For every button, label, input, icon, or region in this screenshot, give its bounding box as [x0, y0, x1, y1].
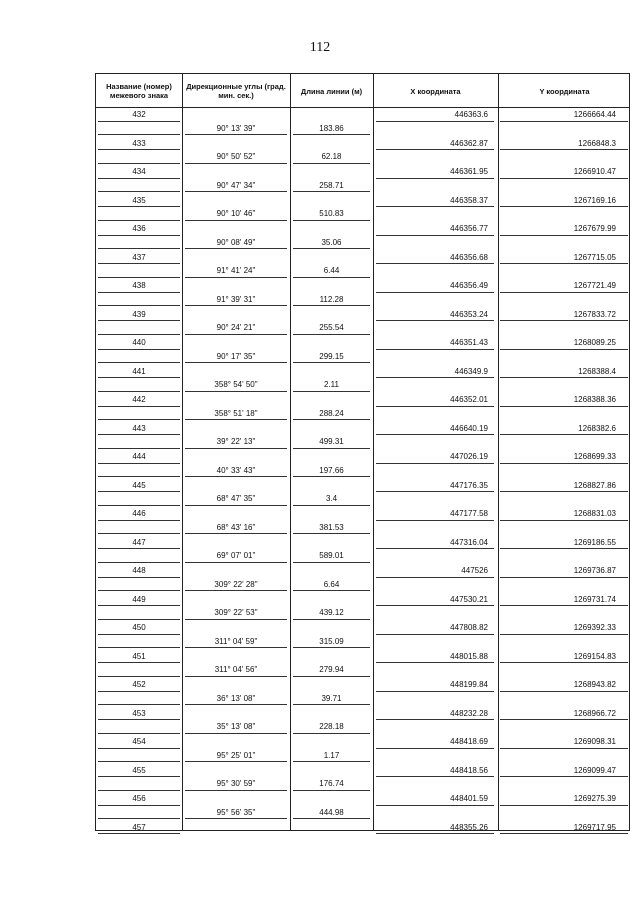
table-row [96, 108, 629, 137]
table-row [96, 137, 629, 166]
x-coordinate: 446640.19 [376, 422, 494, 436]
y-coordinate: 1267679.99 [500, 222, 628, 236]
line-length: 112.28 [293, 293, 370, 307]
coordinates-table [95, 73, 630, 831]
point-name: 451 [98, 650, 180, 664]
line-length: 6.64 [293, 578, 370, 592]
y-coordinate: 1269186.55 [500, 536, 628, 550]
y-coordinate: 1267169.16 [500, 194, 628, 208]
table-row [96, 650, 629, 679]
point-name: 449 [98, 593, 180, 607]
x-coordinate: 448199.84 [376, 678, 494, 692]
x-coordinate: 447530.21 [376, 593, 494, 607]
point-name: 456 [98, 792, 180, 806]
table-row [96, 365, 629, 394]
direction-angle: 90° 13' 39" [185, 122, 287, 136]
row-separator [98, 236, 180, 250]
y-coordinate: 1269154.83 [500, 650, 628, 664]
direction-angle: 95° 25' 01" [185, 749, 287, 763]
table-row [96, 792, 629, 821]
table-row [96, 336, 629, 365]
page-number: 112 [309, 40, 331, 55]
row-separator [98, 407, 180, 421]
y-coordinate: 1267715.05 [500, 251, 628, 265]
direction-angle: 309° 22' 53" [185, 606, 287, 620]
direction-angle: 311° 04' 59" [185, 635, 287, 649]
table-row [96, 593, 629, 622]
y-coordinate: 1268966.72 [500, 707, 628, 721]
table-row [96, 165, 629, 194]
line-length: 228.18 [293, 720, 370, 734]
point-name: 433 [98, 137, 180, 151]
point-name: 448 [98, 564, 180, 578]
line-length: 2.11 [293, 378, 370, 392]
line-length: 499.31 [293, 435, 370, 449]
line-length: 444.98 [293, 806, 370, 820]
direction-angle: 95° 56' 35" [185, 806, 287, 820]
y-coordinate: 1266664.44 [500, 108, 628, 122]
row-separator [98, 749, 180, 763]
point-name: 442 [98, 393, 180, 407]
direction-angle: 39° 22' 13" [185, 435, 287, 449]
point-name: 446 [98, 507, 180, 521]
point-name: 441 [98, 365, 180, 379]
x-coordinate: 446356.77 [376, 222, 494, 236]
point-name: 443 [98, 422, 180, 436]
direction-angle: 90° 10' 46" [185, 207, 287, 221]
point-name: 436 [98, 222, 180, 236]
row-separator [98, 663, 180, 677]
direction-angle: 91° 41' 24" [185, 264, 287, 278]
direction-angle: 90° 08' 49" [185, 236, 287, 250]
point-name: 435 [98, 194, 180, 208]
direction-angle: 69° 07' 01" [185, 549, 287, 563]
line-length: 35.06 [293, 236, 370, 250]
x-coordinate: 446352.01 [376, 393, 494, 407]
row-separator [98, 150, 180, 164]
table-row [96, 393, 629, 422]
point-name: 450 [98, 621, 180, 635]
row-separator [98, 606, 180, 620]
row-separator [98, 549, 180, 563]
x-coordinate: 446356.68 [376, 251, 494, 265]
header-x: Х координата [410, 86, 461, 96]
row-separator [98, 378, 180, 392]
line-length: 381.53 [293, 521, 370, 535]
direction-angle: 91° 39' 31" [185, 293, 287, 307]
direction-angle: 36° 13' 08" [185, 692, 287, 706]
row-separator [98, 435, 180, 449]
line-length: 1.17 [293, 749, 370, 763]
x-coordinate: 448015.88 [376, 650, 494, 664]
line-length: 183.86 [293, 122, 370, 136]
line-length: 299.15 [293, 350, 370, 364]
row-separator [98, 207, 180, 221]
row-separator [98, 350, 180, 364]
x-coordinate: 446363.6 [376, 108, 494, 122]
line-length: 6.44 [293, 264, 370, 278]
table-header [96, 74, 629, 108]
row-separator [98, 464, 180, 478]
row-separator [98, 635, 180, 649]
x-coordinate: 446358.37 [376, 194, 494, 208]
direction-angle: 358° 54' 50" [185, 378, 287, 392]
header-y: Y координата [539, 86, 590, 96]
y-coordinate: 1267833.72 [500, 308, 628, 322]
line-length: 176.74 [293, 777, 370, 791]
row-separator [98, 122, 180, 136]
row-separator [98, 321, 180, 335]
line-length: 288.24 [293, 407, 370, 421]
table-row [96, 479, 629, 508]
y-coordinate: 1269736.87 [500, 564, 628, 578]
row-separator [98, 777, 180, 791]
table-row [96, 621, 629, 650]
line-length: 3.4 [293, 492, 370, 506]
table-row [96, 422, 629, 451]
line-length: 439.12 [293, 606, 370, 620]
header-angle: Дирекционные углы (град. мин. сек.) [186, 82, 286, 100]
x-coordinate: 447526 [376, 564, 494, 578]
y-coordinate: 1268089.25 [500, 336, 628, 350]
direction-angle: 40° 33' 43" [185, 464, 287, 478]
y-coordinate: 1266910.47 [500, 165, 628, 179]
row-separator [98, 179, 180, 193]
x-coordinate: 446362.87 [376, 137, 494, 151]
row-separator [98, 264, 180, 278]
y-coordinate: 1268831.03 [500, 507, 628, 521]
table-row [96, 764, 629, 793]
x-coordinate: 446351.43 [376, 336, 494, 350]
table-row [96, 821, 629, 850]
row-separator [98, 521, 180, 535]
x-coordinate: 446349.9 [376, 365, 494, 379]
point-name: 440 [98, 336, 180, 350]
direction-angle: 309° 22' 28" [185, 578, 287, 592]
row-separator [98, 578, 180, 592]
y-coordinate: 1269731.74 [500, 593, 628, 607]
table-row [96, 308, 629, 337]
y-coordinate: 1269098.31 [500, 735, 628, 749]
point-name: 454 [98, 735, 180, 749]
x-coordinate: 448401.59 [376, 792, 494, 806]
y-coordinate: 1269099.47 [500, 764, 628, 778]
line-length: 589.01 [293, 549, 370, 563]
y-coordinate: 1268699.33 [500, 450, 628, 464]
table-row [96, 536, 629, 565]
direction-angle: 90° 24' 21" [185, 321, 287, 335]
direction-angle: 35° 13' 08" [185, 720, 287, 734]
line-length: 39.71 [293, 692, 370, 706]
direction-angle: 358° 51' 18" [185, 407, 287, 421]
table-row [96, 564, 629, 593]
y-coordinate: 1268388.4 [500, 365, 628, 379]
point-name: 447 [98, 536, 180, 550]
x-coordinate: 447176.35 [376, 479, 494, 493]
point-name: 437 [98, 251, 180, 265]
x-coordinate: 448355.26 [376, 821, 494, 835]
x-coordinate: 446356.49 [376, 279, 494, 293]
x-coordinate: 448232.28 [376, 707, 494, 721]
x-coordinate: 448418.69 [376, 735, 494, 749]
y-coordinate: 1269275.39 [500, 792, 628, 806]
table-row [96, 735, 629, 764]
row-separator [98, 720, 180, 734]
table-row [96, 707, 629, 736]
direction-angle: 68° 47' 35" [185, 492, 287, 506]
line-length: 510.83 [293, 207, 370, 221]
row-separator [98, 492, 180, 506]
x-coordinate: 446361.95 [376, 165, 494, 179]
table-body [96, 108, 629, 830]
x-coordinate: 447808.82 [376, 621, 494, 635]
direction-angle: 311° 04' 56" [185, 663, 287, 677]
line-length: 279.94 [293, 663, 370, 677]
point-name: 455 [98, 764, 180, 778]
y-coordinate: 1268382.6 [500, 422, 628, 436]
y-coordinate: 1269717.95 [500, 821, 628, 835]
point-name: 457 [98, 821, 180, 835]
table-row [96, 279, 629, 308]
x-coordinate: 447026.19 [376, 450, 494, 464]
row-separator [98, 692, 180, 706]
point-name: 453 [98, 707, 180, 721]
point-name: 432 [98, 108, 180, 122]
point-name: 434 [98, 165, 180, 179]
x-coordinate: 448418.56 [376, 764, 494, 778]
direction-angle: 95° 30' 59" [185, 777, 287, 791]
point-name: 452 [98, 678, 180, 692]
x-coordinate: 446353.24 [376, 308, 494, 322]
header-length: Длина линии (м) [300, 86, 363, 96]
x-coordinate: 447316.04 [376, 536, 494, 550]
direction-angle: 90° 47' 34" [185, 179, 287, 193]
table-row [96, 507, 629, 536]
y-coordinate: 1266848.3 [500, 137, 628, 151]
line-length: 315.09 [293, 635, 370, 649]
point-name: 439 [98, 308, 180, 322]
line-length: 197.66 [293, 464, 370, 478]
line-length: 255.54 [293, 321, 370, 335]
x-coordinate: 447177.58 [376, 507, 494, 521]
row-separator [98, 293, 180, 307]
point-name: 438 [98, 279, 180, 293]
table-row [96, 251, 629, 280]
direction-angle: 90° 50' 52" [185, 150, 287, 164]
table-row [96, 450, 629, 479]
point-name: 444 [98, 450, 180, 464]
point-name: 445 [98, 479, 180, 493]
y-coordinate: 1268827.86 [500, 479, 628, 493]
y-coordinate: 1268388.36 [500, 393, 628, 407]
line-length: 62.18 [293, 150, 370, 164]
table-row [96, 678, 629, 707]
row-separator [98, 806, 180, 820]
y-coordinate: 1268943.82 [500, 678, 628, 692]
direction-angle: 68° 43' 16" [185, 521, 287, 535]
table-row [96, 222, 629, 251]
line-length: 258.71 [293, 179, 370, 193]
y-coordinate: 1269392.33 [500, 621, 628, 635]
table-row [96, 194, 629, 223]
direction-angle: 90° 17' 35" [185, 350, 287, 364]
header-name: Название (номер) межевого знака [106, 82, 172, 100]
y-coordinate: 1267721.49 [500, 279, 628, 293]
